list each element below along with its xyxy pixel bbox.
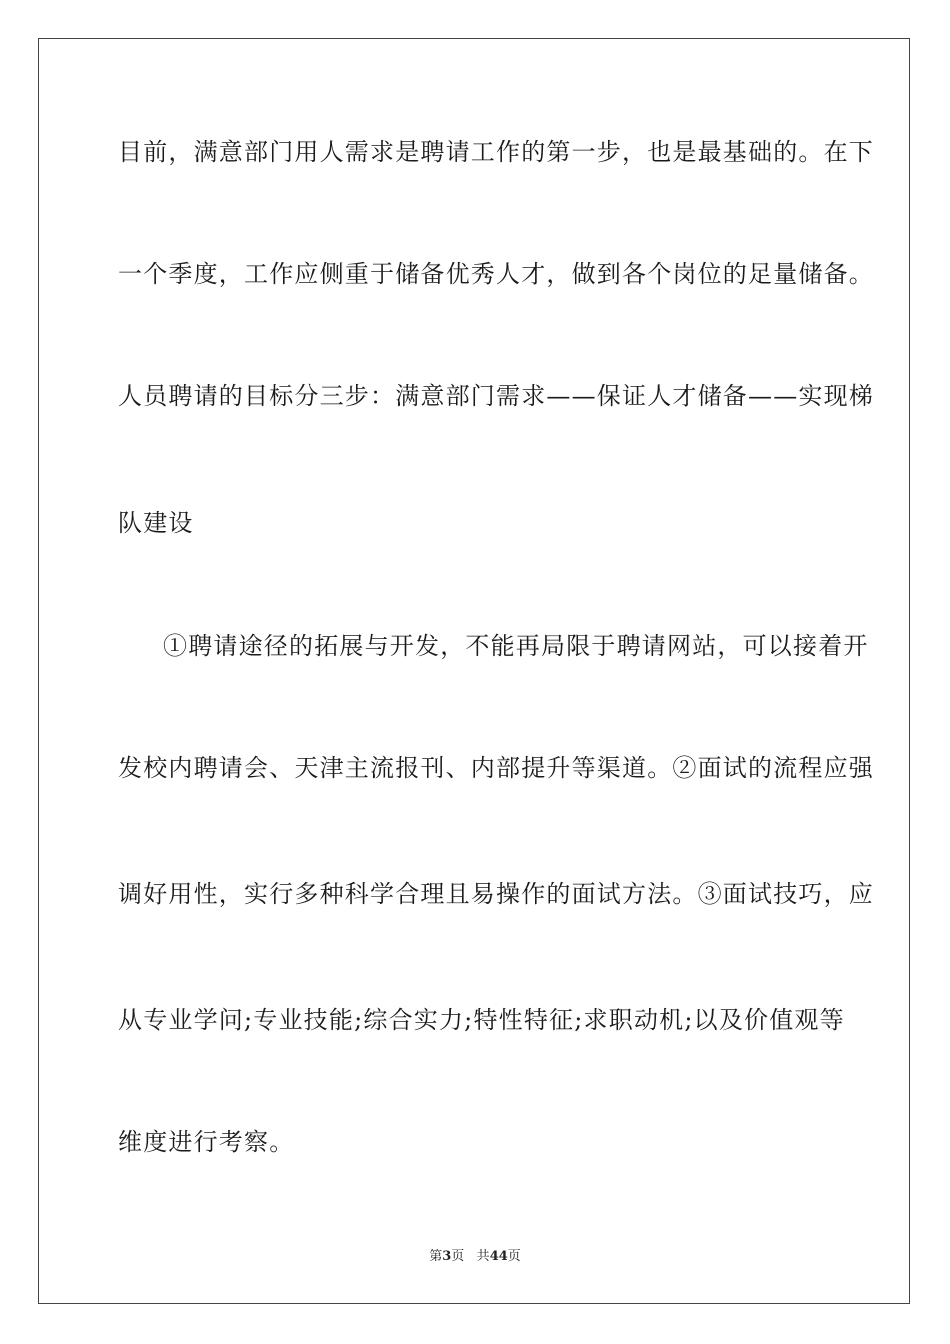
total-pages: 44 bbox=[489, 1249, 508, 1264]
paragraph-first-line: ①聘请途径的拓展与开发，不能再局限于聘请网站，可以接着开 bbox=[163, 632, 869, 660]
body-text-line: 人员聘请的目标分三步：满意部门需求——保证人才储备——实现梯 bbox=[118, 382, 874, 410]
page-footer bbox=[0, 1249, 950, 1265]
body-text-line: 调好用性，实行多种科学合理且易操作的面试方法。③面试技巧，应 bbox=[118, 880, 874, 908]
body-text-line: 一个季度，工作应侧重于储备优秀人才，做到各个岗位的足量储备。 bbox=[118, 260, 874, 288]
body-text-line: 目前，满意部门用人需求是聘请工作的第一步，也是最基础的。在下 bbox=[118, 138, 874, 166]
body-text-line: 队建设 bbox=[118, 509, 194, 537]
body-text-line: 发校内聘请会、天津主流报刊、内部提升等渠道。②面试的流程应强 bbox=[118, 754, 874, 782]
page-border bbox=[38, 38, 910, 1304]
page-suffix: 页 bbox=[451, 1249, 465, 1264]
total-prefix: 共 bbox=[476, 1249, 490, 1264]
body-text-line: 从专业学问;专业技能;综合实力;特性特征;求职动机;以及价值观等 bbox=[118, 1006, 845, 1034]
page-prefix: 第 bbox=[429, 1249, 443, 1264]
total-suffix: 页 bbox=[507, 1249, 521, 1264]
page-number: 3 bbox=[442, 1249, 452, 1264]
body-text-line: 维度进行考察。 bbox=[118, 1128, 295, 1156]
